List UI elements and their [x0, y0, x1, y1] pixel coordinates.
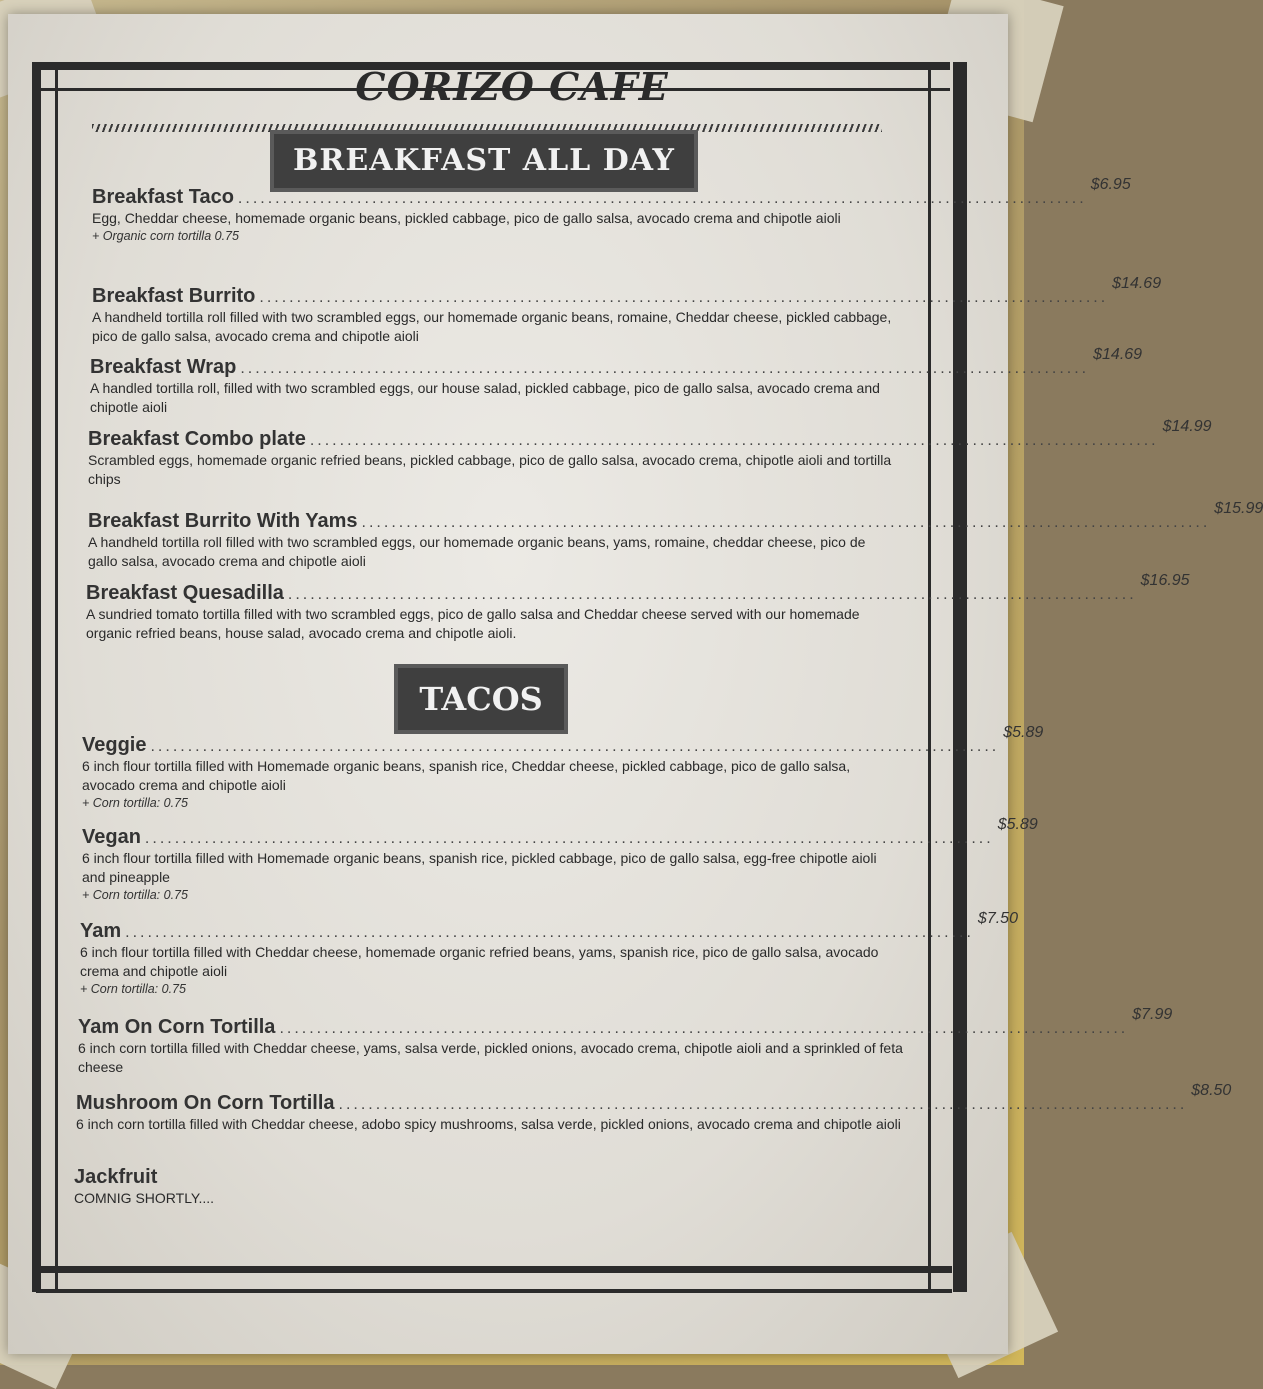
item-description: 6 inch corn tortilla filled with Cheddar cheese, adobo spicy mushrooms, salsa verde, pickled onions, avocado crema and chipotle aioli: [76, 1116, 901, 1132]
item-description: A handled tortilla roll, filled with two scrambled eggs, our house salad, pickled cabbage, pico de gallo salsa, avocado crema and chipotle aioli: [90, 380, 880, 415]
menu-item-breakfast-taco: [92, 176, 1131, 245]
item-name: Yam: [80, 920, 122, 942]
item-price: $5.89: [1003, 724, 1044, 741]
item-price: $8.50: [1191, 1082, 1232, 1099]
leader-dots: ..................................................................................................................: [309, 432, 1159, 449]
leader-dots: ..................................................................................................................: [240, 360, 1090, 377]
menu-item-breakfast-quesadilla: [86, 572, 1190, 643]
item-name: Vegan: [82, 826, 141, 848]
item-description: Egg, Cheddar cheese, homemade organic beans, pickled cabbage, pico de gallo salsa, avocado crema and chipotle aioli: [92, 210, 841, 226]
decorative-hatch: [92, 124, 882, 132]
item-description: A sundried tomato tortilla filled with two scrambled eggs, pico de gallo salsa and Cheddar cheese served with our homemade organic refried beans, house salad, avocado crema and chipotle aioli.: [86, 606, 860, 641]
menu-item-breakfast-wrap: [90, 346, 1143, 417]
item-description: 6 inch flour tortilla filled with Homemade organic beans, spanish rice, pickled cabbage, pico de gallo salsa, egg-free chipotle aioli and pineapple: [82, 850, 877, 885]
item-description: A handheld tortilla roll filled with two scrambled eggs, our homemade organic beans, yams, romaine, cheddar cheese, pico de gallo salsa, avocado crema and chipotle aioli: [88, 534, 866, 569]
item-name: Mushroom On Corn Tortilla: [76, 1092, 335, 1114]
section-heading-tacos: TACOS: [398, 668, 564, 730]
item-addon: + Corn tortilla: 0.75: [80, 982, 186, 996]
menu-item-yam-on-corn-tortilla: [78, 1006, 1173, 1077]
item-price: $7.99: [1132, 1006, 1173, 1023]
cafe-name: CORIZO CAFE: [355, 64, 669, 109]
item-price: $14.69: [1093, 346, 1143, 363]
item-addon: + Organic corn tortilla 0.75: [92, 229, 239, 243]
menu-item-veggie-taco: [82, 724, 1044, 812]
menu-item-yam-taco: [80, 910, 1018, 998]
leader-dots: ..................................................................................................................: [144, 830, 994, 847]
item-price: $16.95: [1140, 572, 1190, 589]
item-name: Breakfast Wrap: [90, 356, 237, 378]
menu-item-breakfast-burrito-with-yams: [88, 500, 1263, 571]
item-description: 6 inch corn tortilla filled with Cheddar cheese, yams, salsa verde, pickled onions, avocado crema, chipotle aioli and a sprinkled of feta cheese: [78, 1040, 903, 1075]
item-price: $14.69: [1112, 275, 1162, 292]
item-price: $6.95: [1090, 176, 1131, 193]
item-price: $14.99: [1162, 418, 1212, 435]
section-heading-breakfast: BREAKFAST ALL DAY: [274, 134, 694, 188]
item-description: 6 inch flour tortilla filled with Homemade organic beans, spanish rice, Cheddar cheese, pickled cabbage, pico de gallo salsa, avocado crema and chipotle aioli: [82, 758, 851, 793]
border-left: [32, 62, 58, 1292]
menu-item-vegan-taco: [82, 816, 1038, 904]
item-name: Breakfast Taco: [92, 186, 234, 208]
item-addon: + Corn tortilla: 0.75: [82, 888, 188, 902]
leader-dots: ..................................................................................................................: [259, 289, 1109, 306]
menu-item-mushroom-on-corn-tortilla: [76, 1082, 1232, 1134]
leader-dots: ..................................................................................................................: [150, 738, 1000, 755]
item-description: A handheld tortilla roll filled with two scrambled eggs, our homemade organic beans, romaine, Cheddar cheese, pickled cabbage, pico de gallo salsa, avocado crema and chipotle aioli: [92, 309, 892, 344]
leader-dots: ..................................................................................................................: [338, 1096, 1188, 1113]
leader-dots: ..................................................................................................................: [287, 586, 1137, 603]
menu-item-breakfast-combo-plate: [88, 418, 1212, 489]
item-name: Breakfast Burrito With Yams: [88, 510, 358, 532]
item-description: 6 inch flour tortilla filled with Cheddar cheese, homemade organic refried beans, yams, spanish rice, pico de gallo salsa, avocado crema and chipotle aioli: [80, 944, 879, 979]
leader-dots: ..................................................................................................................: [125, 924, 974, 941]
item-price: $15.99: [1214, 500, 1263, 517]
item-price: $5.89: [997, 816, 1038, 833]
item-description: COMNIG SHORTLY....: [74, 1190, 215, 1206]
item-price: $7.50: [977, 910, 1018, 927]
leader-dots: ..................................................................................................................: [279, 1020, 1129, 1037]
border-bottom: [36, 1266, 952, 1293]
item-name: Veggie: [82, 734, 147, 756]
leader-dots: ..................................................................................................................: [361, 514, 1211, 531]
item-name: Breakfast Quesadilla: [86, 582, 284, 604]
leader-dots: ..................................................................................................................: [237, 190, 1087, 207]
item-name: Breakfast Combo plate: [88, 428, 306, 450]
item-name: Breakfast Burrito: [92, 285, 256, 307]
item-addon: + Corn tortilla: 0.75: [82, 796, 188, 810]
item-name: Yam On Corn Tortilla: [78, 1016, 276, 1038]
item-description: Scrambled eggs, homemade organic refried beans, pickled cabbage, pico de gallo salsa, avocado crema, chipotle aioli and tortilla chips: [88, 452, 892, 487]
menu-item-jackfruit: [74, 1166, 904, 1208]
item-name: Jackfruit: [74, 1166, 158, 1188]
menu-item-breakfast-burrito: [92, 275, 1162, 346]
